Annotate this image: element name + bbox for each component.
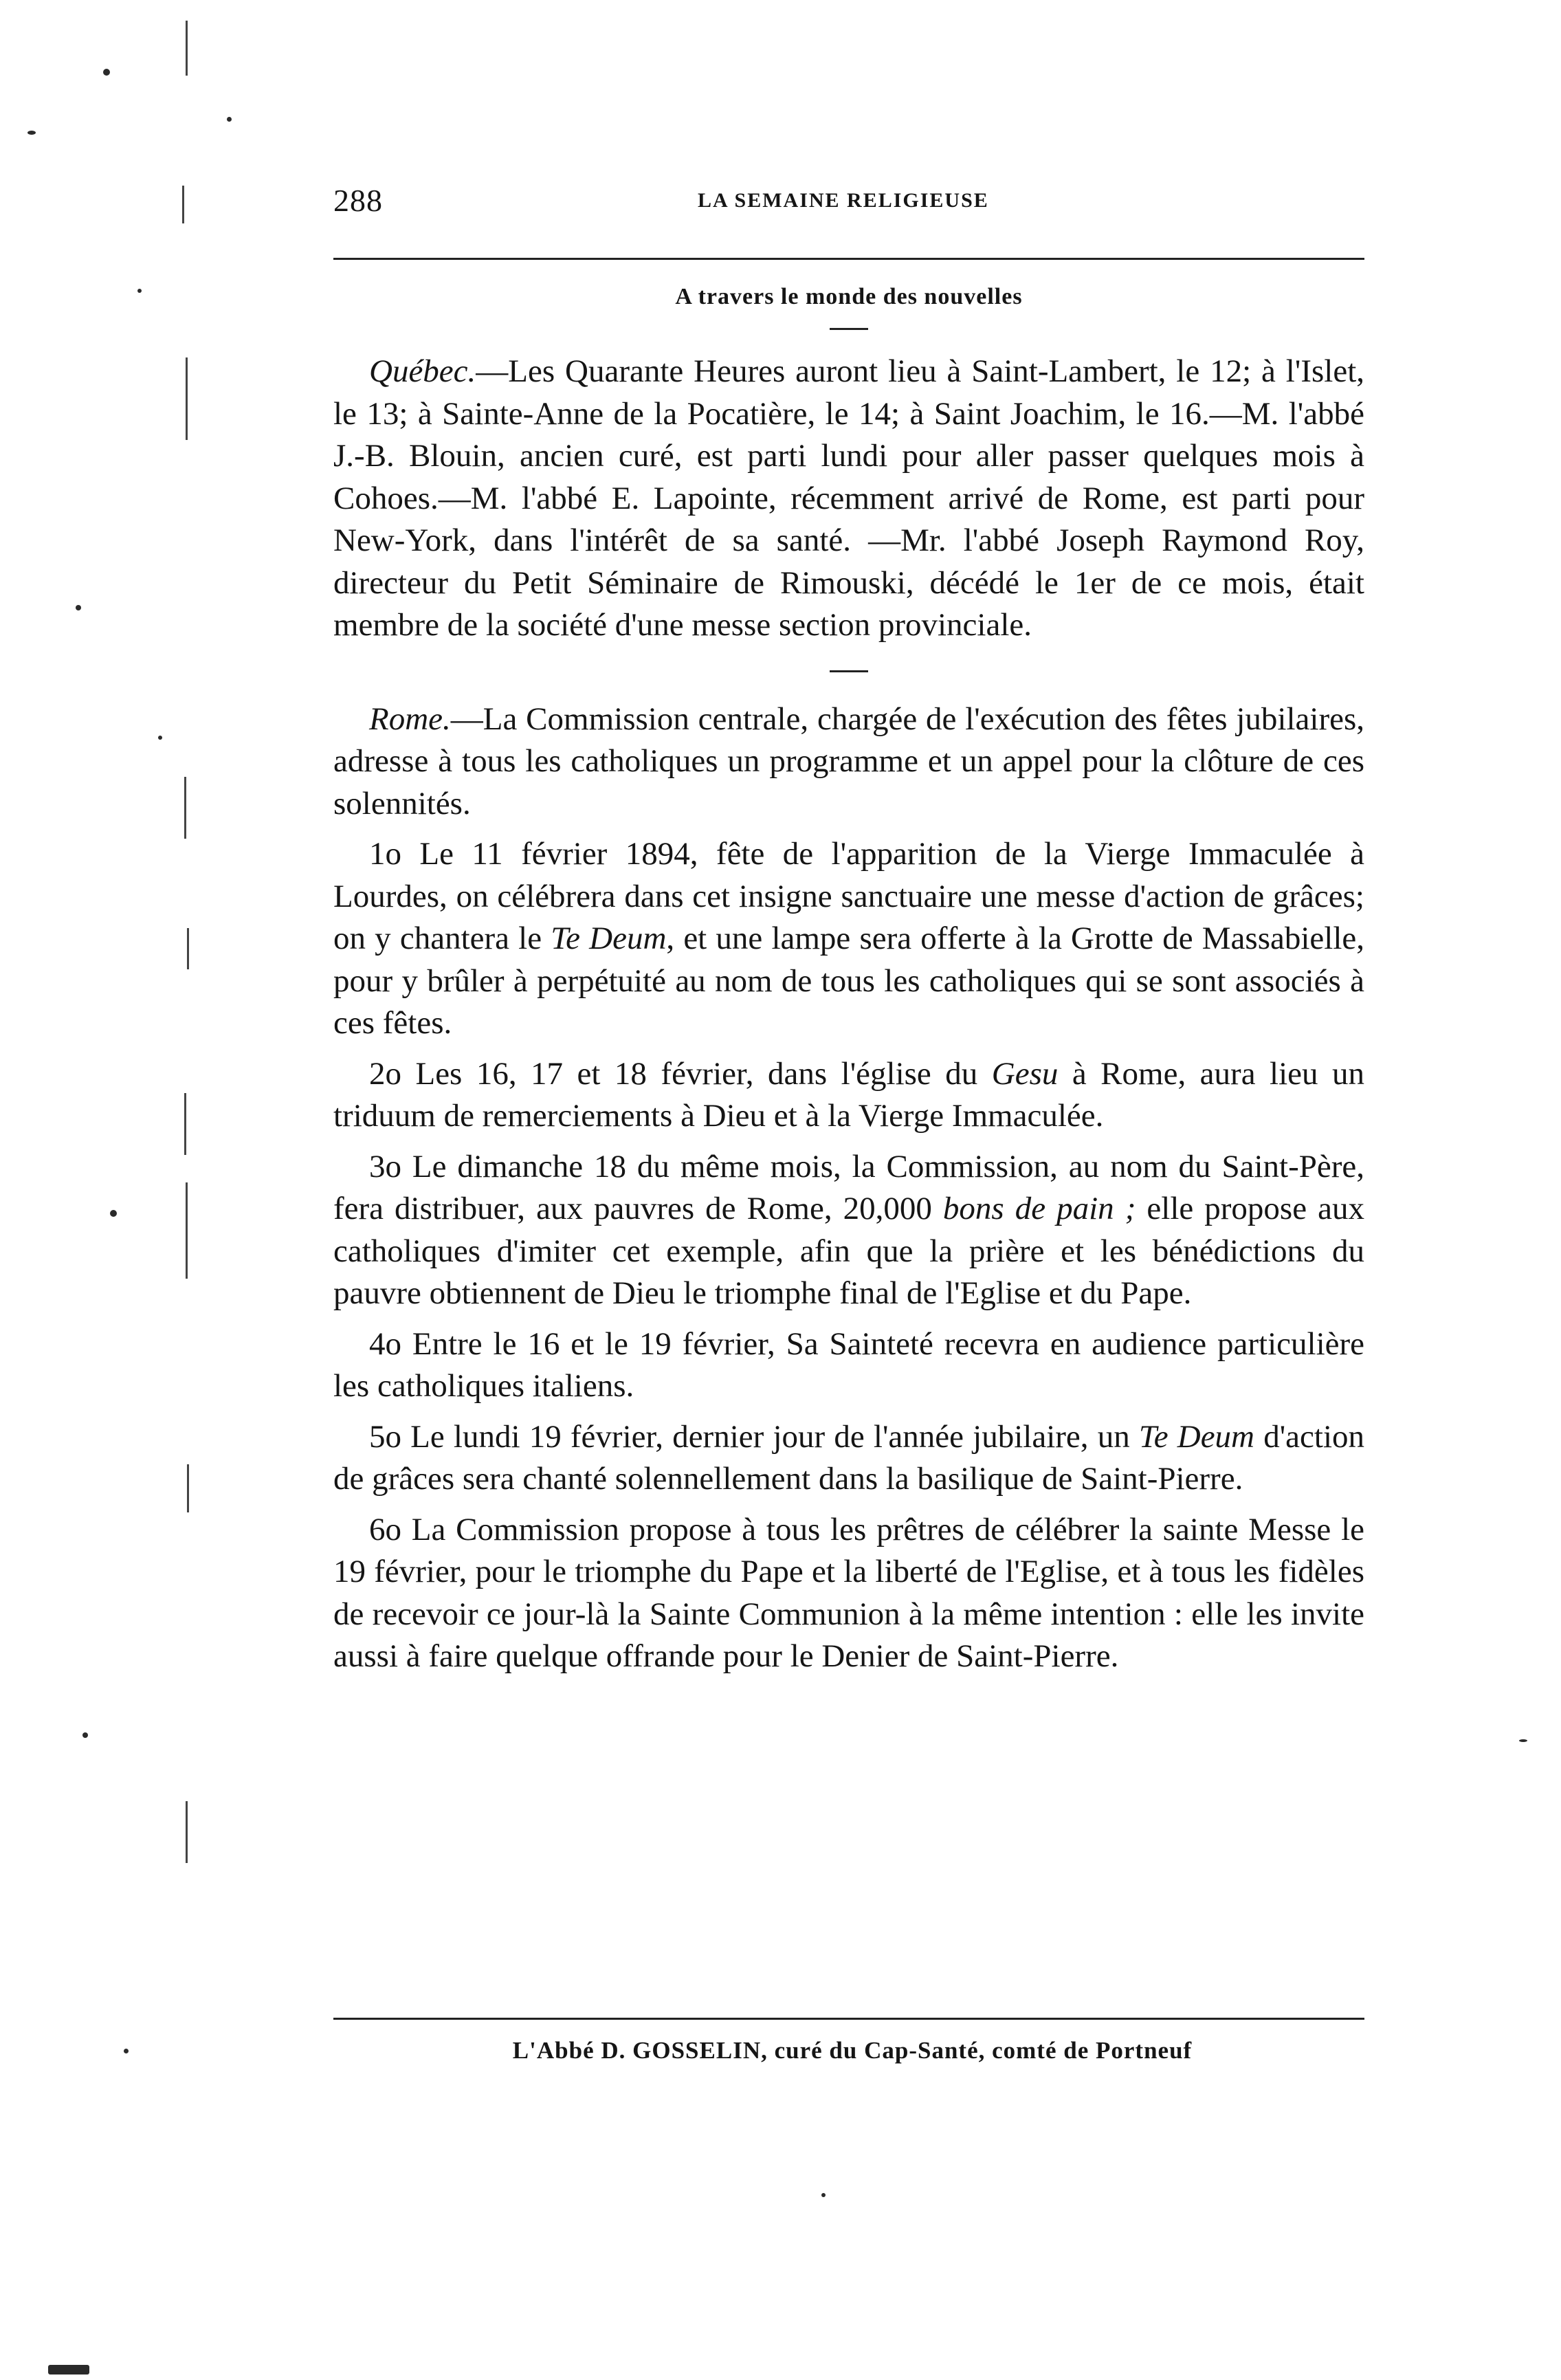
quebec-text: —Les Quarante Heures auront lieu à Saint-Lambert, le 12; à l'Islet, le 13; à Sainte-Anne de la Pocatière, le 14; à Saint Joachim, le 16.—M. l'abbé J.-B. Blouin, ancien curé, est parti lundi pour aller passer quelques mois à Cohoes.—M. l'abbé E. Lapointe, récemment arrivé de Rome, est parti pour New-York, dans l'intérêt de sa santé. —Mr. l'abbé Joseph Raymond Roy, directeur du Petit Séminaire de Rimouski, décédé le 1er de ce mois, était membre de la société d'une messe section provinciale. xyxy=(333,353,1364,643)
paragraph-quebec xyxy=(333,351,1364,647)
programme-item-4: 4o Entre le 16 et le 19 février, Sa Sainteté recevra en audience particulière les catholiques italiens. xyxy=(333,1325,1364,1404)
running-head xyxy=(333,182,1364,230)
programme-item-6: 6o La Commission propose à tous les prêtres de célébrer la sainte Messe le 19 février, pour le triomphe du Pape et la liberté de l'Eglise, et à tous les fidèles de recevoir ce jour-là la Sainte Communion à la même intention : elle les invite aussi à faire quelque offrande pour le Denier de Saint-Pierre. xyxy=(333,1511,1364,1674)
programme-item-1: 1o Le 11 février 1894, fête de l'apparition de la Vierge Immaculée à Lourdes, on célébrera dans cet insigne sanctuaire une messe d'action de grâces; on y chantera le Te Deum, et une lampe sera offerte à la Grotte de Massabielle, pour y brûler à perpétuité au nom de tous les catholiques qui se sont associés à ces fêtes. xyxy=(333,836,1364,1041)
programme-item-2: 2o Les 16, 17 et 18 février, dans l'église du Gesu à Rome, aura lieu un triduum de remerciements à Dieu et à la Vierge Immaculée. xyxy=(333,1055,1364,1134)
rome-text: —La Commission centrale, chargée de l'exécution des fêtes jubilaires, adresse à tous les catholiques un programme et un appel pour la clôture de ces solennités. xyxy=(333,701,1364,822)
text-column xyxy=(333,182,1365,2064)
author-signature: L'Abbé D. GOSSELIN, curé du Cap-Santé, comté de Portneuf xyxy=(512,2037,1193,2064)
page-number: 288 xyxy=(333,183,383,218)
place-rome: Rome. xyxy=(369,701,451,737)
paragraph-rome xyxy=(333,698,1364,826)
place-quebec: Québec. xyxy=(369,353,476,389)
article-body xyxy=(333,351,1364,1678)
heading-divider xyxy=(830,328,868,330)
section-divider xyxy=(333,647,1364,698)
programme-item-3: 3o Le dimanche 18 du même mois, la Commission, au nom du Saint-Père, fera distribuer, aux pauvres de Rome, 20,000 bons de pain ; elle propose aux catholiques d'imiter cet exemple, afin que la prière et les bénédictions du pauvre obtiennent de Dieu le triomphe final de l'Eglise et du Pape. xyxy=(333,1148,1364,1311)
running-title: LA SEMAINE RELIGIEUSE xyxy=(698,189,989,212)
programme-item-5: 5o Le lundi 19 février, dernier jour de l'année jubilaire, un Te Deum d'action de grâces sera chanté solennellement dans la basilique de Saint-Pierre. xyxy=(333,1418,1365,1497)
footer-rule xyxy=(333,2018,1364,2020)
header-rule xyxy=(333,258,1364,260)
section-heading: A travers le monde des nouvelles xyxy=(675,284,1023,309)
